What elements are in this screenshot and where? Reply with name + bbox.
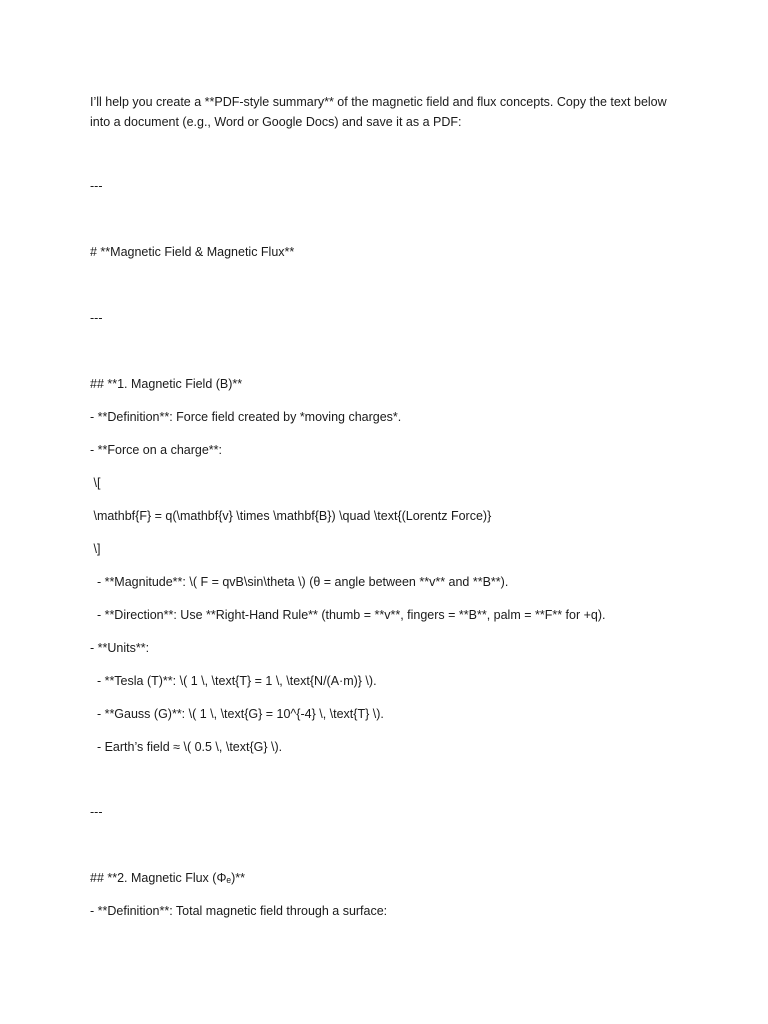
lorentz-force-equation: \mathbf{F} = q(\mathbf{v} \times \mathbf{B}) \quad \text{(Lorentz Force)}: [90, 509, 492, 523]
units-label: - **Units**:: [90, 641, 150, 655]
section-1-definition: - **Definition**: Force field created by *moving charges*.: [90, 410, 402, 424]
horizontal-rule-markdown: ---: [90, 805, 103, 819]
math-close-delimiter: \]: [90, 542, 101, 556]
math-open-delimiter: \[: [90, 476, 101, 490]
intro-paragraph: I’ll help you create a **PDF-style summary** of the magnetic field and flux concepts. Copy the text below into a document (e.g., Word or Google Docs) and save it as a PDF:: [90, 95, 667, 129]
document-title: # **Magnetic Field & Magnetic Flux**: [90, 245, 295, 259]
earth-field-bullet: - Earth’s field ≈ \( 0.5 \, \text{G} \).: [90, 740, 283, 754]
section-1-force-label: - **Force on a charge**:: [90, 443, 223, 457]
horizontal-rule-markdown: ---: [90, 179, 103, 193]
section-2-heading: ## **2. Magnetic Flux (Φₑ)**: [90, 871, 245, 885]
tesla-bullet: - **Tesla (T)**: \( 1 \, \text{T} = 1 \, \text{N/(A·m)} \).: [90, 674, 377, 688]
direction-bullet: - **Direction**: Use **Right-Hand Rule** (thumb = **v**, fingers = **B**, palm = **F** for +q).: [90, 608, 606, 622]
section-2-definition: - **Definition**: Total magnetic field through a surface:: [90, 904, 388, 918]
magnitude-bullet: - **Magnitude**: \( F = qvB\sin\theta \) (θ = angle between **v** and **B**).: [90, 575, 509, 589]
gauss-bullet: - **Gauss (G)**: \( 1 \, \text{G} = 10^{-4} \, \text{T} \).: [90, 707, 384, 721]
section-1-heading: ## **1. Magnetic Field (B)**: [90, 377, 243, 391]
horizontal-rule-markdown: ---: [90, 311, 103, 325]
